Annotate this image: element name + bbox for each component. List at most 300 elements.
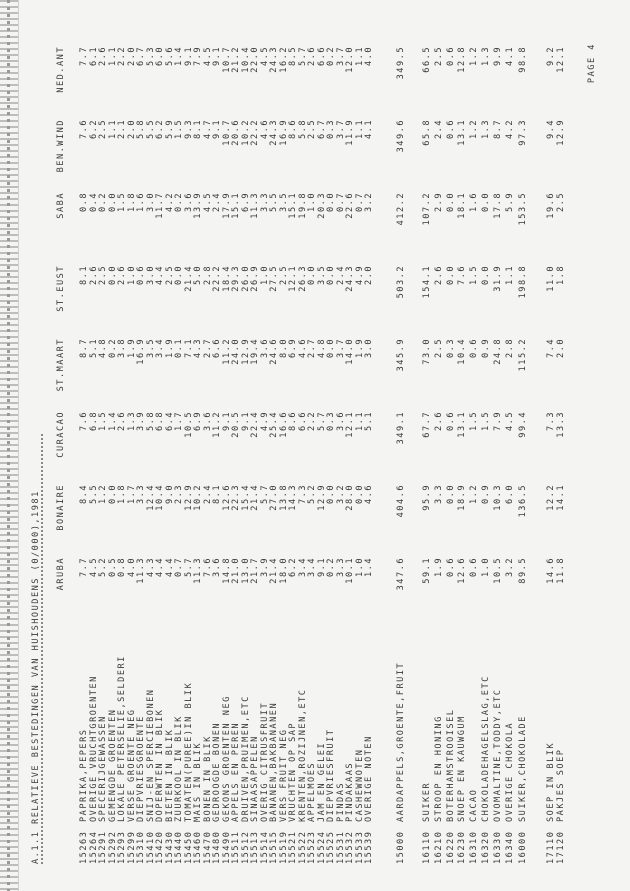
cell-steust: 0.0 [307, 265, 317, 286]
row-name: BOTERHAMSTROOISEL [445, 708, 456, 822]
row-name: OVERIGE NOTEN [364, 735, 374, 822]
cell-curacao: 11.2 [212, 411, 222, 438]
cell-bonaire: 14.1 [556, 484, 566, 511]
cell-steust: 22.2 [212, 265, 222, 292]
cell-aruba: 1.4 [364, 557, 374, 578]
cell-stmaart: 14.0 [345, 338, 355, 365]
cell-saba: 1.6 [469, 192, 480, 213]
cell-stmaart: 12.9 [240, 338, 251, 365]
cell-aruba: 347.6 [396, 557, 406, 591]
cell-aruba: 4.5 [88, 557, 99, 578]
row-label [397, 630, 406, 864]
cell-steust: 1.1 [504, 265, 515, 286]
cell-curacao: 1.5 [469, 411, 480, 432]
cell-bonaire: 14.3 [288, 484, 298, 511]
cell-benwind: 5.8 [297, 119, 308, 140]
cell-saba: 107.2 [422, 192, 432, 226]
cell-bonaire: 12.9 [316, 484, 327, 511]
cell-nedant: 8.5 [288, 46, 298, 67]
cell-steust: 0.6 [136, 265, 146, 286]
row-label [482, 630, 491, 864]
cell-nedant: 6.1 [88, 46, 99, 67]
cell-bonaire: 15.4 [240, 484, 251, 511]
cell-aruba: 4.4 [155, 557, 165, 578]
cell-benwind: 10.7 [221, 119, 232, 146]
cell-bonaire: 1.7 [126, 484, 137, 505]
cell-curacao: 6.9 [193, 411, 203, 432]
row-code: 15299 [126, 830, 137, 864]
column-header-bonaire: BONAIRE [56, 484, 66, 531]
row-label [435, 630, 444, 864]
cell-bonaire: 1.2 [469, 484, 480, 505]
cell-stmaart: 345.9 [396, 338, 406, 372]
cell-benwind: 2.5 [98, 119, 108, 140]
cell-nedant: 349.5 [396, 46, 406, 80]
rotated-table-page [25, 37, 605, 872]
cell-curacao: 349.1 [396, 411, 406, 445]
cell-steust: 154.1 [422, 265, 432, 299]
cell-curacao: 3.9 [136, 411, 146, 432]
row-name: STROOP EN HONING [433, 715, 444, 822]
cell-bonaire: 1.8 [117, 484, 127, 505]
cell-nedant: 9.1 [212, 46, 222, 67]
cell-bonaire: 3.3 [136, 484, 146, 505]
cell-curacao: 9.1 [221, 411, 232, 432]
cell-nedant: 12.8 [457, 46, 468, 73]
row-code: 15292 [107, 830, 118, 864]
cell-aruba: 6.2 [288, 557, 298, 578]
row-code: 16000 [518, 830, 528, 864]
cell-bonaire: 1.2 [98, 484, 108, 505]
row-code: 15519 [278, 830, 289, 864]
cell-nedant: 7.7 [79, 46, 89, 67]
cell-steust: 26.3 [297, 265, 308, 292]
cell-nedant: 1.1 [107, 46, 118, 67]
row-name: BONEN IN BLIK [202, 735, 213, 822]
cell-curacao: 13.1 [457, 411, 468, 438]
cell-curacao: 1.5 [98, 411, 108, 432]
cell-bonaire: 10.3 [492, 484, 503, 511]
table-row [365, 46, 374, 864]
cell-nedant: 4.5 [259, 46, 270, 67]
cell-steust: 2.5 [98, 265, 108, 286]
page-title: A.1.1 RELATIEVE BESTEDINGEN VAN HUISHOUDENS (0/000),1981 [31, 490, 41, 864]
row-code: 16320 [481, 830, 491, 864]
cell-saba: 1.6 [136, 192, 146, 213]
cell-aruba: 3.9 [259, 557, 270, 578]
cell-steust: 26.0 [240, 265, 251, 292]
cell-steust: 1.5 [469, 265, 480, 286]
cell-steust: 4.4 [155, 265, 165, 286]
cell-nedant: 6.7 [136, 46, 146, 67]
cell-stmaart: 4.3 [193, 338, 203, 359]
cell-benwind: 2.0 [126, 119, 137, 140]
row-code: 15470 [202, 830, 213, 864]
cell-saba: 153.5 [518, 192, 528, 226]
cell-nedant: 98.8 [518, 46, 528, 73]
cell-stmaart: 3.6 [259, 338, 270, 359]
cell-bonaire: 2.4 [202, 484, 213, 505]
cell-stmaart: 7.4 [546, 338, 556, 359]
row-name: MAIS IN BLIK [193, 741, 203, 822]
table-row [327, 46, 336, 864]
cell-curacao: 1.5 [481, 411, 491, 432]
table-row [289, 46, 298, 864]
cell-stmaart: 24.8 [492, 338, 503, 365]
cell-nedant: 6.0 [155, 46, 165, 67]
row-name: AARDAPPELS,GROENTE,FRUIT [396, 661, 406, 822]
cell-nedant: 1.2 [469, 46, 480, 67]
row-code: 15310 [136, 830, 146, 864]
cell-stmaart: 3.7 [335, 338, 346, 359]
cell-aruba: 7.7 [79, 557, 89, 578]
cell-curacao: 99.4 [518, 411, 528, 438]
cell-saba: 0.0 [107, 192, 118, 213]
cell-aruba: 21.4 [269, 557, 279, 584]
cell-benwind: 24.3 [269, 119, 279, 146]
cell-steust: 4.9 [354, 265, 365, 286]
cell-curacao: 7.9 [492, 411, 503, 432]
cell-benwind: 6.7 [316, 119, 327, 140]
row-name: CACAO [469, 788, 480, 822]
cell-nedant: 9.2 [546, 46, 556, 67]
cell-nedant: 21.2 [231, 46, 241, 73]
cell-aruba: 0.2 [326, 557, 336, 578]
row-code: 15513 [250, 830, 260, 864]
cell-curacao: 9.1 [240, 411, 251, 432]
cell-steust: 1.8 [556, 265, 566, 286]
cell-benwind: 349.6 [396, 119, 406, 153]
cell-curacao: 6.8 [155, 411, 165, 432]
cell-saba: 3.6 [183, 192, 194, 213]
row-label [156, 630, 165, 864]
cell-bonaire: 2.3 [174, 484, 184, 505]
cell-steust: 26.9 [250, 265, 260, 292]
cell-saba: 3.3 [259, 192, 270, 213]
cell-curacao: 7.6 [79, 411, 89, 432]
cell-saba: 1.5 [117, 192, 127, 213]
cell-nedant: 10.7 [221, 46, 232, 73]
cell-curacao: 22.4 [250, 411, 260, 438]
cell-aruba: 5.2 [98, 557, 108, 578]
table-row [337, 46, 346, 864]
row-label [194, 630, 203, 864]
cell-aruba: 0.6 [469, 557, 480, 578]
cell-benwind: 10.2 [240, 119, 251, 146]
row-code: 15263 [79, 830, 89, 864]
cell-stmaart: 2.5 [433, 338, 444, 359]
row-label [506, 630, 515, 864]
row-name: TOMATEN(PUREE)IN BLIK [183, 681, 194, 822]
cell-aruba: 5.7 [183, 557, 194, 578]
row-name: BANANEN,BAKBANANEN [269, 701, 279, 822]
row-name: SUIKER [422, 781, 432, 822]
cell-nedant: 4.5 [202, 46, 213, 67]
cell-stmaart: 24.0 [231, 338, 241, 365]
cell-bonaire: 8.1 [212, 484, 222, 505]
row-label [270, 630, 279, 864]
row-label [447, 630, 456, 864]
row-name: APPELMOES [307, 761, 317, 822]
cell-stmaart: 4.8 [98, 338, 108, 359]
row-name: SUIKER,CHOKOLADE [518, 715, 528, 822]
cell-benwind: 2.4 [433, 119, 444, 140]
cell-bonaire: 18.9 [457, 484, 468, 511]
cell-aruba: 0.5 [107, 557, 118, 578]
cell-benwind: 97.3 [518, 119, 528, 146]
cell-bonaire: 3.2 [335, 484, 346, 505]
cell-benwind: 8.7 [492, 119, 503, 140]
row-name: PINDAKAAS [345, 761, 355, 822]
row-name: GEDROOGDE BONEN [212, 721, 222, 822]
title-underline [41, 434, 43, 864]
row-label [289, 630, 298, 864]
row-name: DIEPVRIESFRUIT [326, 728, 336, 822]
cell-saba: 11.7 [155, 192, 165, 219]
row-label [118, 630, 127, 864]
table-row [506, 46, 515, 864]
cell-stmaart: 3.5 [145, 338, 156, 359]
table-row [156, 46, 165, 864]
cell-saba: 17.8 [492, 192, 503, 219]
row-code: 15539 [364, 830, 374, 864]
row-name: SPECERIJGEWASSEN [98, 715, 108, 822]
cell-steust: 1.0 [126, 265, 137, 286]
cell-stmaart: 8.0 [278, 338, 289, 359]
cell-nedant: 5.3 [145, 46, 156, 67]
row-name: PAPRIKA,PEPERS [79, 728, 89, 822]
cell-benwind: 4.2 [504, 119, 515, 140]
cell-nedant: 3.7 [335, 46, 346, 67]
cell-saba: 17.9 [221, 192, 232, 219]
cell-curacao: 3.6 [335, 411, 346, 432]
cell-nedant: 0.2 [326, 46, 336, 67]
table-row [470, 46, 479, 864]
cell-bonaire: 8.4 [79, 484, 89, 505]
cell-steust: 18.4 [221, 265, 232, 292]
cell-stmaart: 3.0 [364, 338, 374, 359]
row-label [308, 630, 317, 864]
row-label [470, 630, 479, 864]
cell-saba: 3.0 [145, 192, 156, 213]
cell-aruba: 3.3 [335, 557, 346, 578]
cell-saba: 4.5 [202, 192, 213, 213]
cell-curacao: 6.8 [88, 411, 99, 432]
cell-steust: 2.0 [364, 265, 374, 286]
table-row [435, 46, 444, 864]
cell-bonaire: 28.0 [345, 484, 355, 511]
row-name: SINAASAPPELEN [250, 735, 260, 822]
cell-benwind: 1.1 [107, 119, 118, 140]
row-code: 15440 [174, 830, 184, 864]
cell-steust: 198.8 [518, 265, 528, 299]
cell-steust: 31.9 [492, 265, 503, 292]
cell-steust: 2.6 [117, 265, 127, 286]
cell-saba: 2.5 [556, 192, 566, 213]
row-code: 15514 [259, 830, 270, 864]
cell-saba: 412.2 [396, 192, 406, 226]
cell-bonaire: 0.0 [445, 484, 456, 505]
cell-benwind: 4.6 [259, 119, 270, 140]
row-name: SNOEP EN KAUWGUM [457, 715, 468, 822]
cell-benwind: 8.6 [288, 119, 298, 140]
cell-benwind: 1.5 [174, 119, 184, 140]
cell-steust: 2.6 [433, 265, 444, 286]
cell-nedant: 2.0 [126, 46, 137, 67]
cell-steust: 3.5 [316, 265, 327, 286]
cell-curacao: 4.5 [504, 411, 515, 432]
cell-saba: 0.0 [326, 192, 336, 213]
cell-benwind: 16.9 [278, 119, 289, 146]
cell-benwind: 5.8 [136, 119, 146, 140]
cell-nedant: 4.1 [504, 46, 515, 67]
cell-stmaart: 0.0 [326, 338, 336, 359]
cell-bonaire: 10.4 [155, 484, 165, 511]
cell-aruba: 21.7 [250, 557, 260, 584]
cell-benwind: 9.4 [546, 119, 556, 140]
cell-nedant: 22.0 [250, 46, 260, 73]
row-name: CASHEWNOTEN [354, 748, 365, 822]
cell-stmaart: 0.1 [174, 338, 184, 359]
row-name: OVERIGE CHOKOLA [504, 721, 515, 822]
spiral-binding [0, 0, 19, 891]
cell-benwind: 9.1 [212, 119, 222, 140]
table-row [557, 46, 566, 864]
cell-nedant: 10.4 [240, 46, 251, 73]
cell-curacao: 5.1 [364, 411, 374, 432]
cell-benwind: 5.9 [164, 119, 175, 140]
cell-benwind: 3.7 [335, 119, 346, 140]
cell-aruba: 4.3 [145, 557, 156, 578]
column-header-benwind: BEN.WIND [56, 119, 66, 173]
row-name: VRUCHTEN OP SAP [288, 721, 298, 822]
row-name: LOKALE PETERSELIE,SELDERI [117, 655, 127, 822]
cell-saba: 15.1 [231, 192, 241, 219]
cell-saba: 0.8 [79, 192, 89, 213]
cell-nedant: 4.0 [364, 46, 374, 67]
table-row [299, 46, 308, 864]
cell-steust: 0.0 [107, 265, 118, 286]
cell-curacao: 13.3 [556, 411, 566, 438]
cell-curacao: 7.3 [546, 411, 556, 432]
row-label [213, 630, 222, 864]
cell-stmaart: 3.4 [155, 338, 165, 359]
cell-bonaire: 5.7 [259, 484, 270, 505]
row-code: 15480 [212, 830, 222, 864]
cell-stmaart: 5.1 [88, 338, 99, 359]
row-code: 15525 [326, 830, 336, 864]
cell-curacao: 3.6 [202, 411, 213, 432]
cell-stmaart: 1.9 [164, 338, 175, 359]
cell-saba: 5.9 [504, 192, 515, 213]
cell-saba: 19.8 [297, 192, 308, 219]
row-name: DIEPVRIESGROENTE [136, 715, 146, 822]
row-name: VERSE GROENTE NEG [126, 708, 137, 822]
row-label [494, 630, 503, 864]
cell-aruba: 4.4 [164, 557, 175, 578]
row-code: 15531 [335, 830, 346, 864]
cell-stmaart: 24.6 [269, 338, 279, 365]
cell-curacao: 0.6 [445, 411, 456, 432]
row-label [175, 630, 184, 864]
cell-steust: 0.0 [326, 265, 336, 286]
cell-bonaire: 0.0 [107, 484, 118, 505]
row-name: DOPERWTEN IN BLIK [155, 708, 165, 822]
cell-benwind: 4.1 [364, 119, 374, 140]
cell-aruba: 14.8 [221, 557, 232, 584]
cell-stmaart: 2.0 [556, 338, 566, 359]
cell-saba: 0.4 [88, 192, 99, 213]
cell-saba: 3.2 [364, 192, 374, 213]
cell-aruba: 1.0 [481, 557, 491, 578]
cell-steust: 2.5 [278, 265, 289, 286]
table-row [494, 46, 503, 864]
cell-stmaart: 1.9 [354, 338, 365, 359]
table-row [270, 46, 279, 864]
cell-nedant: 9.1 [183, 46, 194, 67]
row-label [137, 630, 146, 864]
row-code: 16340 [504, 830, 515, 864]
row-label [80, 630, 89, 864]
cell-benwind: 0.3 [326, 119, 336, 140]
cell-aruba: 4.0 [126, 557, 137, 578]
cell-bonaire: 12.6 [221, 484, 232, 511]
cell-aruba: 89.5 [518, 557, 528, 584]
row-code: 15532 [345, 830, 355, 864]
subtotal-row [519, 46, 528, 864]
cell-stmaart: 1.9 [126, 338, 137, 359]
row-label [365, 630, 374, 864]
cell-nedant: 9.9 [492, 46, 503, 67]
cell-stmaart: 3.8 [117, 338, 127, 359]
table-row [346, 46, 355, 864]
cell-saba: 0.0 [481, 192, 491, 213]
label-column-header [57, 630, 66, 864]
table-row [547, 46, 556, 864]
cell-aruba: 10.1 [345, 557, 355, 584]
cell-saba: 19.6 [546, 192, 556, 219]
cell-curacao: 67.7 [422, 411, 432, 438]
cell-saba: 18.1 [457, 192, 468, 219]
row-code: 15490 [221, 830, 232, 864]
cell-aruba: 18.0 [278, 557, 289, 584]
page-number-value: 4 [587, 43, 597, 50]
cell-benwind: 9.3 [183, 119, 194, 140]
cell-aruba: 0.7 [174, 557, 184, 578]
cell-benwind: 11.9 [345, 119, 355, 146]
cell-aruba: 3.2 [504, 557, 515, 578]
cell-stmaart: 6.9 [288, 338, 298, 359]
cell-nedant: 6.6 [316, 46, 327, 67]
cell-bonaire: 6.0 [504, 484, 515, 505]
cell-nedant: 1.4 [174, 46, 184, 67]
cell-curacao: 4.9 [259, 411, 270, 432]
row-code: 15523 [307, 830, 317, 864]
cell-bonaire: 12.2 [546, 484, 556, 511]
cell-benwind: 22.2 [250, 119, 260, 146]
cell-curacao: 6.6 [297, 411, 308, 432]
cell-nedant: 12.0 [345, 46, 355, 73]
row-label [557, 630, 566, 864]
row-code: 16220 [445, 830, 456, 864]
row-code: 17120 [556, 830, 566, 864]
table-row [447, 46, 456, 864]
table-row [308, 46, 317, 864]
cell-stmaart: 4.6 [297, 338, 308, 359]
cell-aruba: 21.0 [231, 557, 241, 584]
row-name: KRENTEN,ROZIJNEN,ETC [297, 688, 308, 822]
cell-bonaire: 9.0 [164, 484, 175, 505]
